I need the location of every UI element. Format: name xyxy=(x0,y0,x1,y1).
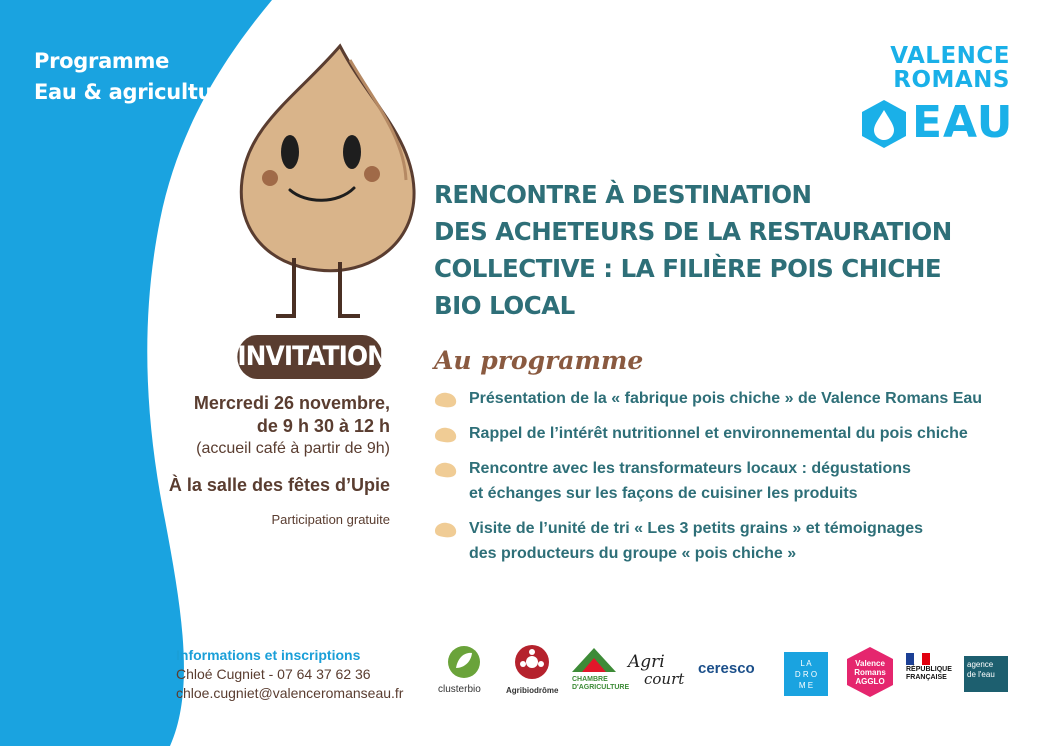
clusterbio-label: clusterbio xyxy=(438,684,481,695)
la-drome-label-line-2: D R O xyxy=(794,670,818,679)
program-item-text: Rappel de l’intérêt nutritionnel et environnemental du pois chiche xyxy=(469,425,968,442)
la-drome-label xyxy=(784,658,828,691)
program-item xyxy=(432,421,982,446)
chickpea-bullet-icon xyxy=(432,391,458,409)
contact-info xyxy=(176,646,403,703)
brand-eau: EAU xyxy=(912,97,1014,148)
la-drome-label-line-1: L A xyxy=(800,659,812,668)
agricourt-logo xyxy=(628,652,688,702)
agence-eau-label-line-1: agence xyxy=(967,660,994,669)
field-icon xyxy=(564,642,624,676)
headline-line-4: BIO LOCAL xyxy=(434,291,575,320)
valence-romans-agglo-logo xyxy=(844,646,896,698)
brand-line-2: ROMANS xyxy=(893,67,1010,93)
program-tag-line-1: Programme xyxy=(34,49,170,73)
agglo-label-line-1: Valence xyxy=(855,659,885,668)
la-drome-logo xyxy=(784,652,828,696)
agence-eau-label-line-2: de l'eau xyxy=(967,670,995,679)
program-item-text: Présentation de la « fabrique pois chiche » de Valence Romans Eau xyxy=(469,390,983,407)
agglo-label xyxy=(844,659,896,686)
program-item-text-line-2: et échanges sur les façons de cuisiner les produits xyxy=(469,485,858,502)
french-flag-icon xyxy=(906,653,930,665)
chickpea-bullet-icon xyxy=(432,521,458,539)
headline-line-2: DES ACHETEURS DE LA RESTAURATION xyxy=(434,217,952,246)
program-item-text-line-2: des producteurs du groupe « pois chiche » xyxy=(469,545,797,562)
event-place: À la salle des fêtes d’Upie xyxy=(168,475,390,495)
chickpea-bullet-icon xyxy=(432,426,458,444)
republique-label-line-1: RÉPUBLIQUE xyxy=(906,666,952,673)
event-hours: de 9 h 30 à 12 h xyxy=(256,416,390,436)
program-item xyxy=(432,386,982,411)
flower-icon xyxy=(506,642,566,686)
headline-line-1: RENCONTRE À DESTINATION xyxy=(434,180,812,209)
program-tag-line-2: Eau & agriculture xyxy=(34,80,237,104)
agglo-label-line-2: Romans xyxy=(854,668,886,677)
chambre-label-line-2: D'AGRICULTURE xyxy=(572,684,630,691)
program-item-text-line-1: Visite de l’unité de tri « Les 3 petits grains » et témoignages xyxy=(469,520,924,537)
contact-title: Informations et inscriptions xyxy=(176,647,361,663)
program-tag xyxy=(34,46,236,108)
program-title: Au programme xyxy=(434,346,644,375)
brand-line-1: VALENCE xyxy=(890,43,1010,69)
contact-name-phone: Chloé Cugniet - 07 64 37 62 36 xyxy=(176,666,371,682)
la-drome-label-line-3: M E xyxy=(798,681,814,690)
chickpea-mascot-illustration xyxy=(228,40,428,330)
program-item-text-line-1: Rencontre avec les transformateurs locaux : dégustations xyxy=(469,460,911,477)
republique-label xyxy=(906,666,952,682)
chambre-label-line-1: CHAMBRE xyxy=(572,676,608,683)
agribiodrome-label: Agribiodrôme xyxy=(506,686,559,695)
chambre-agriculture-logo xyxy=(564,642,630,702)
event-headline xyxy=(434,176,952,324)
leaf-icon xyxy=(436,642,492,686)
event-welcome: (accueil café à partir de 9h) xyxy=(196,440,390,457)
agribiodrome-logo xyxy=(506,642,566,702)
program-item xyxy=(432,456,982,506)
event-info xyxy=(169,392,390,528)
headline-line-3: COLLECTIVE : LA FILIÈRE POIS CHICHE xyxy=(434,254,942,283)
partner-logos xyxy=(436,642,1016,706)
agricourt-label-line-2: court xyxy=(644,670,685,688)
invitation-badge: INVITATION xyxy=(237,335,382,379)
ceresco-label: ceresco xyxy=(698,660,755,677)
contact-email[interactable]: chloe.cugniet@valenceromanseau.fr xyxy=(176,685,404,701)
valence-romans-eau-logo xyxy=(858,43,1014,148)
chickpea-bullet-icon xyxy=(432,461,458,479)
clusterbio-logo xyxy=(436,642,492,702)
event-fee: Participation gratuite xyxy=(271,512,390,527)
chambre-label xyxy=(572,676,629,692)
program-list xyxy=(432,386,982,576)
republique-label-line-2: FRANÇAISE xyxy=(906,674,947,681)
agricourt-label-line-1: Agri xyxy=(628,652,665,672)
water-drop-icon xyxy=(858,98,910,150)
agence-eau-logo xyxy=(964,656,1008,692)
ceresco-logo xyxy=(698,660,768,690)
agence-eau-label xyxy=(967,660,995,680)
agglo-label-line-3: AGGLO xyxy=(855,677,885,686)
program-item xyxy=(432,516,982,566)
republique-francaise-logo xyxy=(906,652,958,702)
event-date: Mercredi 26 novembre, xyxy=(193,393,390,413)
